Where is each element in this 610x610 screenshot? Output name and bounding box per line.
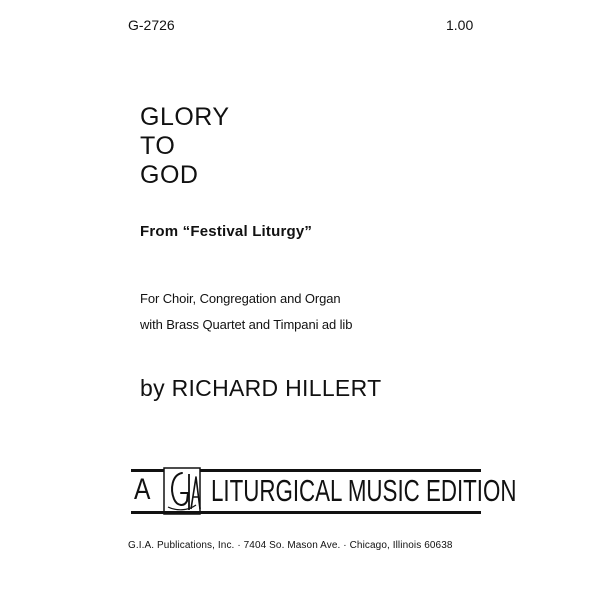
title-line-1: GLORY	[140, 103, 230, 131]
gia-logo	[160, 465, 204, 517]
price: 1.00	[446, 17, 474, 33]
edition-name: LITURGICAL MUSIC EDITION	[211, 473, 517, 508]
publisher-address: G.I.A. Publications, Inc. · 7404 So. Mason Ave. · Chicago, Illinois 60638	[128, 540, 453, 551]
description-line-2: with Brass Quartet and Timpani ad lib	[140, 317, 353, 332]
composer-byline: by RICHARD HILLERT	[140, 375, 382, 401]
description-line-1: For Choir, Congregation and Organ	[140, 291, 341, 306]
catalog-number: G-2726	[128, 17, 175, 33]
subtitle: From “Festival Liturgy”	[140, 223, 313, 240]
edition-prefix: A	[134, 473, 151, 506]
title-line-2: TO	[140, 132, 176, 160]
title-line-3: GOD	[140, 161, 199, 189]
edition-rule-bottom	[131, 511, 481, 514]
